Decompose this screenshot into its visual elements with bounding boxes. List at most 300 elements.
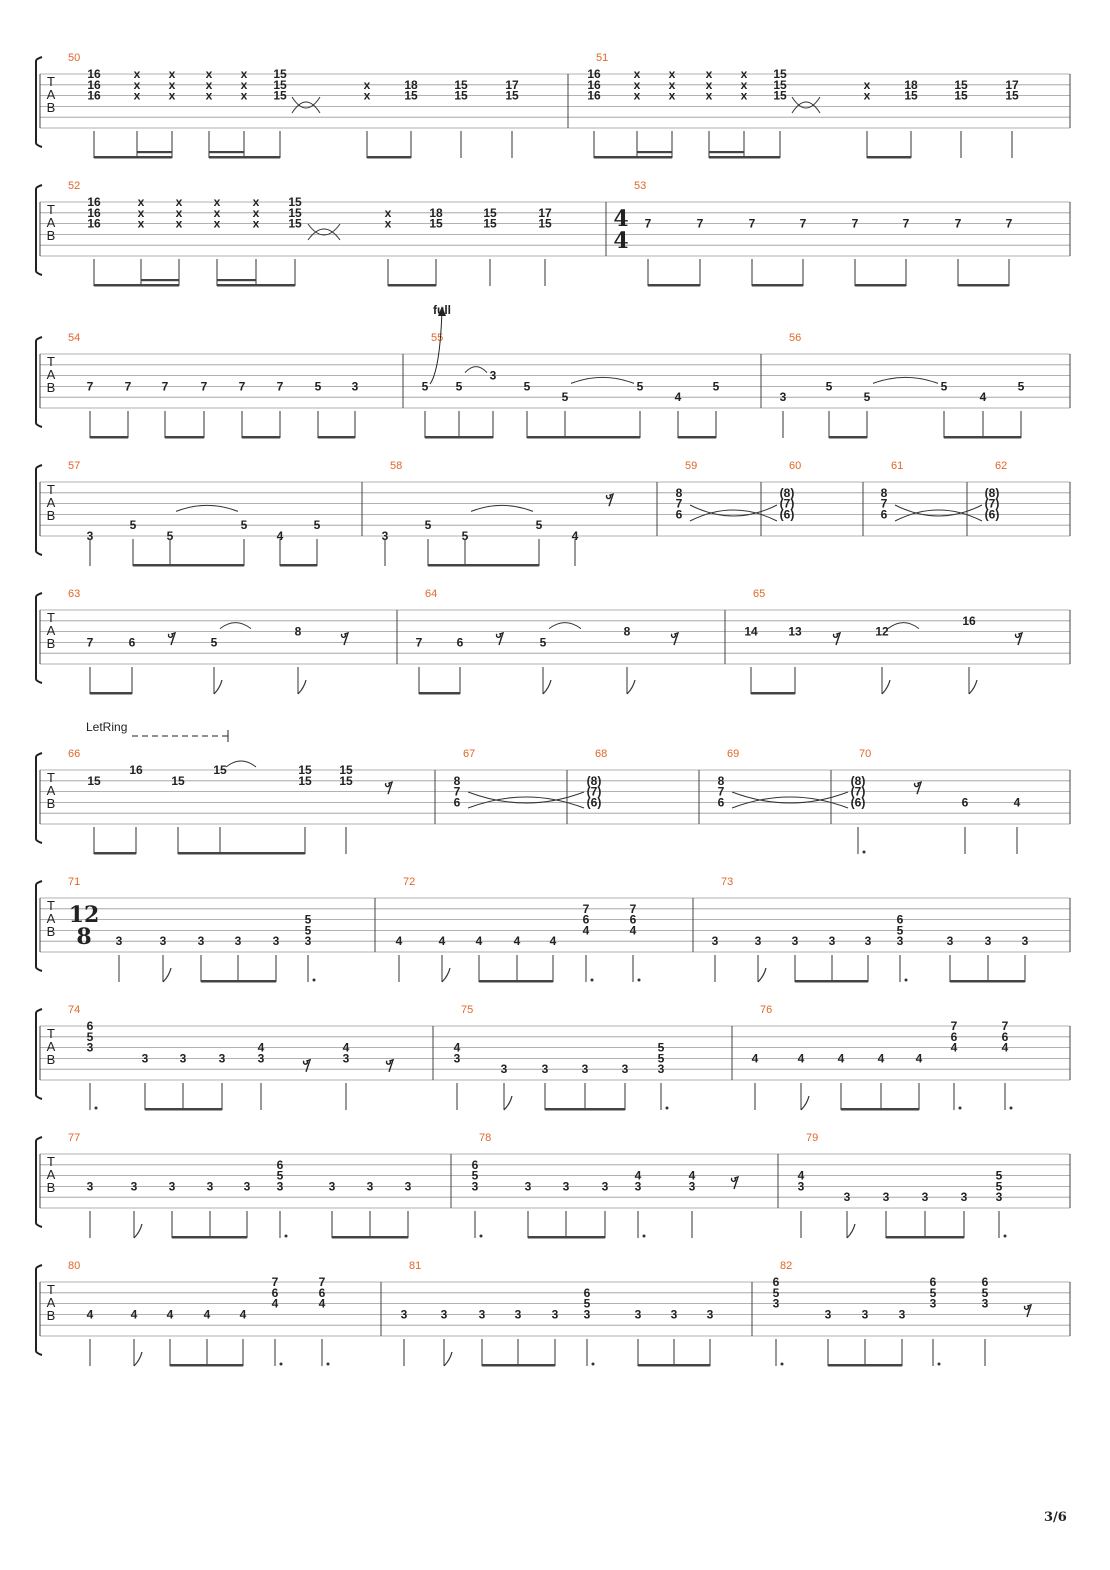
fret-number: 5 [583, 1296, 591, 1311]
measure [454, 748, 476, 809]
fret-number: 6 [271, 1285, 279, 1300]
fret-number: 5 [276, 1168, 284, 1183]
measure-number: 54 [68, 332, 81, 344]
fret-number: 6 [961, 795, 969, 810]
fret-number: 3 [440, 1307, 448, 1322]
eighth-rest [168, 633, 175, 645]
staff-system [36, 180, 1070, 287]
tab-clef-letter: A [46, 1167, 56, 1182]
let-ring-label: LetRing [86, 720, 128, 734]
system-bracket [36, 1009, 42, 1099]
fret-number: 16 [587, 67, 601, 81]
measure [396, 876, 641, 983]
fret-number: 3 [843, 1190, 851, 1205]
dot [480, 1235, 483, 1238]
fret-number: 5 [86, 1029, 94, 1044]
measure [68, 588, 348, 695]
measure [587, 52, 1019, 159]
fret-number: 3 [206, 1179, 214, 1194]
measure [851, 748, 1021, 854]
eighth-rest [387, 1060, 394, 1072]
note-flag [969, 680, 977, 694]
fret-number: 5 [455, 379, 463, 394]
fret-number: 16 [129, 763, 143, 777]
fret-number: x [137, 195, 145, 209]
eighth-rest [834, 633, 840, 645]
fret-number: 3 [234, 934, 242, 949]
fret-number: 3 [981, 1296, 989, 1311]
fret-number: 8 [453, 773, 461, 788]
fret-number: 7 [696, 216, 704, 231]
dot [592, 1363, 595, 1366]
fret-number: x [740, 67, 748, 81]
measure [881, 460, 904, 521]
system-bracket [36, 1137, 42, 1227]
note-flag [298, 680, 306, 694]
dot [313, 979, 316, 982]
fret-number: 7 [86, 635, 94, 650]
fret-number: x [668, 77, 676, 92]
dot [959, 1107, 962, 1110]
dot [591, 979, 594, 982]
system-bracket [36, 185, 42, 275]
measure [587, 748, 608, 809]
staff-system [36, 748, 1070, 855]
dot [863, 851, 866, 854]
measure [985, 460, 1008, 521]
fret-number: (8) [586, 773, 602, 788]
fret-number: 15 [429, 216, 443, 231]
fret-number: 15 [288, 216, 302, 231]
fret-number: 5 [304, 912, 312, 927]
fret-number: 5 [210, 635, 218, 650]
fret-number: 3 [621, 1062, 629, 1077]
fret-number: 4 [634, 1168, 642, 1183]
dot [285, 1235, 288, 1238]
fret-number: 5 [1017, 379, 1025, 394]
fret-number: x [133, 67, 141, 81]
fret-number: 4 [239, 1307, 247, 1322]
fret-number: 15 [954, 77, 968, 92]
fret-number: 4 [318, 1296, 326, 1311]
page-number: 3/6 [1044, 1510, 1067, 1525]
fret-number: x [363, 77, 371, 92]
fret-number: x [633, 77, 641, 92]
fret-number: (8) [850, 773, 866, 788]
fret-number: 15 [288, 195, 302, 209]
fret-number: 12 [875, 624, 889, 639]
beam [709, 156, 780, 159]
fret-number: 15 [273, 67, 287, 81]
fret-number: 15 [288, 205, 302, 220]
fret-number: 6 [1001, 1029, 1009, 1044]
fret-number: 4 [1001, 1040, 1009, 1055]
fret-number: 4 [582, 923, 590, 938]
fret-number: 4 [837, 1051, 845, 1066]
eighth-rest [386, 782, 393, 794]
note-flag [758, 968, 766, 982]
fret-number: 7 [675, 496, 683, 511]
fret-number: 5 [461, 529, 469, 543]
measure-number: 69 [727, 748, 740, 760]
fret-number: 7 [717, 784, 725, 799]
fret-number: 3 [581, 1062, 589, 1077]
fret-number: 5 [313, 518, 321, 533]
fret-number: 4 [271, 1296, 279, 1311]
fret-number: x [668, 67, 676, 81]
fret-number: (6) [586, 795, 602, 810]
fret-number: 5 [995, 1168, 1003, 1183]
fret-number: 15 [483, 216, 497, 231]
dot [280, 1363, 283, 1366]
fret-number: 4 [1013, 795, 1021, 810]
eighth-rest [304, 1060, 311, 1072]
beam [678, 436, 716, 439]
fret-number: 15 [454, 88, 468, 103]
measure-number: 51 [596, 52, 609, 64]
fret-number: 4 [797, 1168, 805, 1183]
note-flag [847, 1224, 855, 1238]
eighth-rest [342, 633, 349, 645]
fret-number: 4 [979, 390, 987, 405]
note-flag [134, 1352, 142, 1366]
fret-number: 3 [276, 1179, 284, 1194]
measure-number: 73 [721, 876, 734, 888]
fret-number: x [175, 195, 183, 209]
fret-number: x [668, 88, 676, 103]
beam [367, 156, 411, 159]
fret-number: 4 [549, 934, 557, 949]
staff-system [36, 52, 1070, 159]
eighth-rest [915, 782, 921, 794]
fret-number: 4 [674, 390, 682, 405]
tab-clef-letter: B [46, 100, 56, 115]
beam [217, 279, 256, 281]
tab-clef-letter: B [46, 228, 56, 243]
measure-number: 72 [403, 876, 416, 888]
fret-number: 5 [471, 1168, 479, 1183]
fret-number: 3 [921, 1190, 929, 1205]
fret-number: x [213, 205, 221, 220]
measure-number: 75 [461, 1004, 474, 1016]
fret-number: 7 [851, 216, 859, 231]
fret-number: 6 [772, 1275, 780, 1289]
note-flag [801, 1096, 809, 1110]
tab-clef-letter: A [46, 495, 56, 510]
measure [401, 1260, 714, 1367]
fret-number: 15 [1005, 88, 1019, 103]
fret-number: 16 [587, 77, 601, 92]
fret-number: 5 [314, 379, 322, 394]
fret-number: 4 [751, 1051, 759, 1066]
fret-number: 5 [304, 923, 312, 938]
measure-number: 78 [479, 1132, 492, 1144]
fret-number: 8 [623, 624, 631, 639]
fret-number: x [240, 77, 248, 92]
fret-number: 5 [657, 1040, 665, 1055]
beam [983, 436, 1021, 439]
fret-number: 5 [772, 1285, 780, 1300]
measure-number: 63 [68, 588, 81, 600]
tab-clef-letter: A [46, 911, 56, 926]
fret-number: 15 [773, 67, 787, 81]
time-signature-top: 12 [68, 902, 100, 928]
beam [828, 1364, 902, 1367]
beam [594, 156, 672, 159]
fret-number: x [252, 195, 260, 209]
measure [676, 460, 698, 521]
tab-clef-letter: T [47, 1154, 55, 1169]
measure-number: 82 [780, 1260, 793, 1272]
eighth-rest [672, 633, 678, 645]
eighth-rest [732, 1177, 738, 1189]
fret-number: 7 [950, 1019, 958, 1033]
measure [382, 460, 613, 567]
beam [425, 436, 493, 439]
fret-number: 3 [400, 1307, 408, 1322]
fret-number: x [175, 205, 183, 220]
fret-number: 15 [87, 773, 101, 788]
beam [886, 1236, 964, 1239]
measure-number: 77 [68, 1132, 81, 1144]
fret-number: x [863, 88, 871, 103]
fret-number: 15 [298, 763, 312, 777]
tab-clef-letter: B [46, 1308, 56, 1323]
beam [318, 436, 355, 439]
fret-number: (6) [984, 507, 1000, 522]
measure-number: 66 [68, 748, 81, 760]
fret-number: x [213, 195, 221, 209]
measure [68, 460, 321, 567]
fret-number: x [168, 88, 176, 103]
eighth-rest [1016, 633, 1022, 645]
fret-number: 6 [675, 507, 683, 522]
fret-number: 4 [629, 923, 637, 938]
fret-number: x [205, 67, 213, 81]
measure [68, 876, 316, 983]
dot [643, 1235, 646, 1238]
fret-number: x [633, 88, 641, 103]
fret-number: 5 [129, 518, 137, 533]
bend-label: full [433, 303, 451, 317]
measure [68, 748, 392, 855]
fret-number: 7 [318, 1275, 326, 1289]
fret-number: 6 [471, 1157, 479, 1172]
note-flag [214, 680, 222, 694]
beam [751, 692, 795, 695]
fret-number: 4 [797, 1051, 805, 1066]
fret-number: 3 [514, 1307, 522, 1322]
tie [176, 505, 238, 511]
fret-number: 6 [276, 1157, 284, 1172]
fret-number: 7 [880, 496, 888, 511]
fret-number: 3 [688, 1179, 696, 1194]
note-flag [504, 1096, 512, 1110]
fret-number: 3 [898, 1307, 906, 1322]
beam [170, 1364, 243, 1367]
fret-number: 3 [500, 1062, 508, 1077]
dot [327, 1363, 330, 1366]
beam [141, 279, 179, 281]
fret-number: 17 [1005, 77, 1019, 92]
measure-number: 53 [634, 180, 647, 192]
measure [773, 1260, 1031, 1367]
beam [958, 284, 1009, 287]
dot [666, 1107, 669, 1110]
beam [242, 436, 280, 439]
fret-number: 5 [929, 1285, 937, 1300]
fret-number: 5 [657, 1051, 665, 1066]
eighth-rest [607, 494, 613, 506]
dot [905, 979, 908, 982]
fret-number: 16 [87, 205, 101, 220]
measure-number: 55 [431, 332, 444, 344]
fret-number: 3 [115, 934, 123, 949]
fret-number: 4 [571, 529, 579, 543]
beam [94, 156, 172, 159]
beam [428, 564, 465, 567]
beam [752, 284, 803, 287]
fret-number: 5 [424, 518, 432, 533]
system-bracket [36, 753, 42, 843]
measure [718, 748, 740, 809]
tab-clef-letter: T [47, 610, 55, 625]
measure [68, 1004, 393, 1111]
fret-number: 3 [634, 1307, 642, 1322]
beam [94, 852, 136, 855]
fret-number: 6 [583, 1285, 591, 1300]
staff-system [36, 1132, 1070, 1239]
fret-number: 6 [981, 1275, 989, 1289]
fret-number: 7 [453, 784, 461, 799]
staff-system [36, 876, 1070, 983]
tab-clef-letter: B [46, 924, 56, 939]
fret-number: 3 [168, 1179, 176, 1194]
measure-number: 71 [68, 876, 81, 888]
fret-number: 3 [404, 1179, 412, 1194]
fret-number: 3 [304, 934, 312, 949]
tab-clef-letter: T [47, 354, 55, 369]
fret-number: 6 [880, 507, 888, 522]
dot [938, 1363, 941, 1366]
measure-number: 80 [68, 1260, 81, 1272]
time-signature-top: 4 [613, 206, 629, 232]
beam [637, 151, 672, 153]
beam [280, 564, 317, 567]
fret-number: 18 [429, 205, 443, 220]
fret-number: x [705, 88, 713, 103]
measure [752, 1004, 1013, 1111]
fret-number: (6) [850, 795, 866, 810]
eighth-rest [1025, 1305, 1032, 1317]
staff-system [36, 332, 1070, 439]
fret-number: 3 [711, 934, 719, 949]
staff-system [36, 1004, 1070, 1111]
measure [68, 1260, 330, 1367]
measure-number: 62 [995, 460, 1008, 472]
measure [68, 180, 552, 287]
tab-clef-letter: A [46, 783, 56, 798]
fret-number: 15 [904, 88, 918, 103]
fret-number: x [168, 67, 176, 81]
fret-number: 7 [582, 901, 590, 916]
beam [867, 156, 911, 159]
fret-number: x [133, 77, 141, 92]
beam [855, 284, 906, 287]
dot [638, 979, 641, 982]
tie [220, 623, 251, 629]
fret-number: 4 [342, 1040, 350, 1055]
fret-number: 5 [166, 529, 174, 543]
dot [1004, 1235, 1007, 1238]
measure-number: 59 [685, 460, 698, 472]
fret-number: x [137, 216, 145, 231]
staff-system [36, 460, 1070, 567]
fret-number: 5 [981, 1285, 989, 1300]
fret-number: 7 [644, 216, 652, 231]
tab-clef-letter: T [47, 74, 55, 89]
fret-number: 3 [366, 1179, 374, 1194]
fret-number: 15 [773, 77, 787, 92]
fret-number: 16 [87, 216, 101, 231]
fret-number: 15 [505, 88, 519, 103]
fret-number: 3 [86, 1179, 94, 1194]
tie [465, 367, 487, 373]
beam [133, 564, 170, 567]
fret-number: 16 [87, 77, 101, 92]
fret-number: 15 [538, 216, 552, 231]
fret-number: 7 [799, 216, 807, 231]
fret-number: 4 [130, 1307, 138, 1322]
fret-number: 3 [583, 1307, 591, 1322]
beam [217, 284, 295, 287]
fret-number: 5 [940, 379, 948, 394]
fret-number: 7 [629, 901, 637, 916]
beam [209, 156, 280, 159]
fret-number: 5 [421, 379, 429, 394]
fret-number: 4 [395, 934, 403, 949]
system-bracket [36, 57, 42, 147]
fret-number: 3 [670, 1307, 678, 1322]
fret-number: 5 [896, 923, 904, 938]
measure [798, 1132, 1007, 1239]
note-flag [543, 680, 551, 694]
beam [841, 1108, 919, 1111]
note-flag [134, 1224, 142, 1238]
fret-number: 6 [128, 635, 136, 650]
tab-clef-letter: A [46, 367, 56, 382]
measure-number: 67 [463, 748, 476, 760]
tie [549, 623, 581, 629]
tab-clef-letter: A [46, 1295, 56, 1310]
fret-number: 3 [861, 1307, 869, 1322]
tie [873, 377, 938, 383]
tab-clef-letter: A [46, 215, 56, 230]
measure [416, 588, 678, 695]
measure-number: 70 [859, 748, 872, 760]
measure-number: 60 [789, 460, 802, 472]
beam [950, 980, 1025, 983]
beam [648, 284, 700, 287]
fret-number: 15 [954, 88, 968, 103]
fret-number: x [168, 77, 176, 92]
fret-number: 3 [562, 1179, 570, 1194]
measure-number: 81 [409, 1260, 422, 1272]
fret-number: 3 [797, 1179, 805, 1194]
fret-number: 3 [130, 1179, 138, 1194]
note-flag [882, 680, 890, 694]
fret-number: 3 [960, 1190, 968, 1205]
